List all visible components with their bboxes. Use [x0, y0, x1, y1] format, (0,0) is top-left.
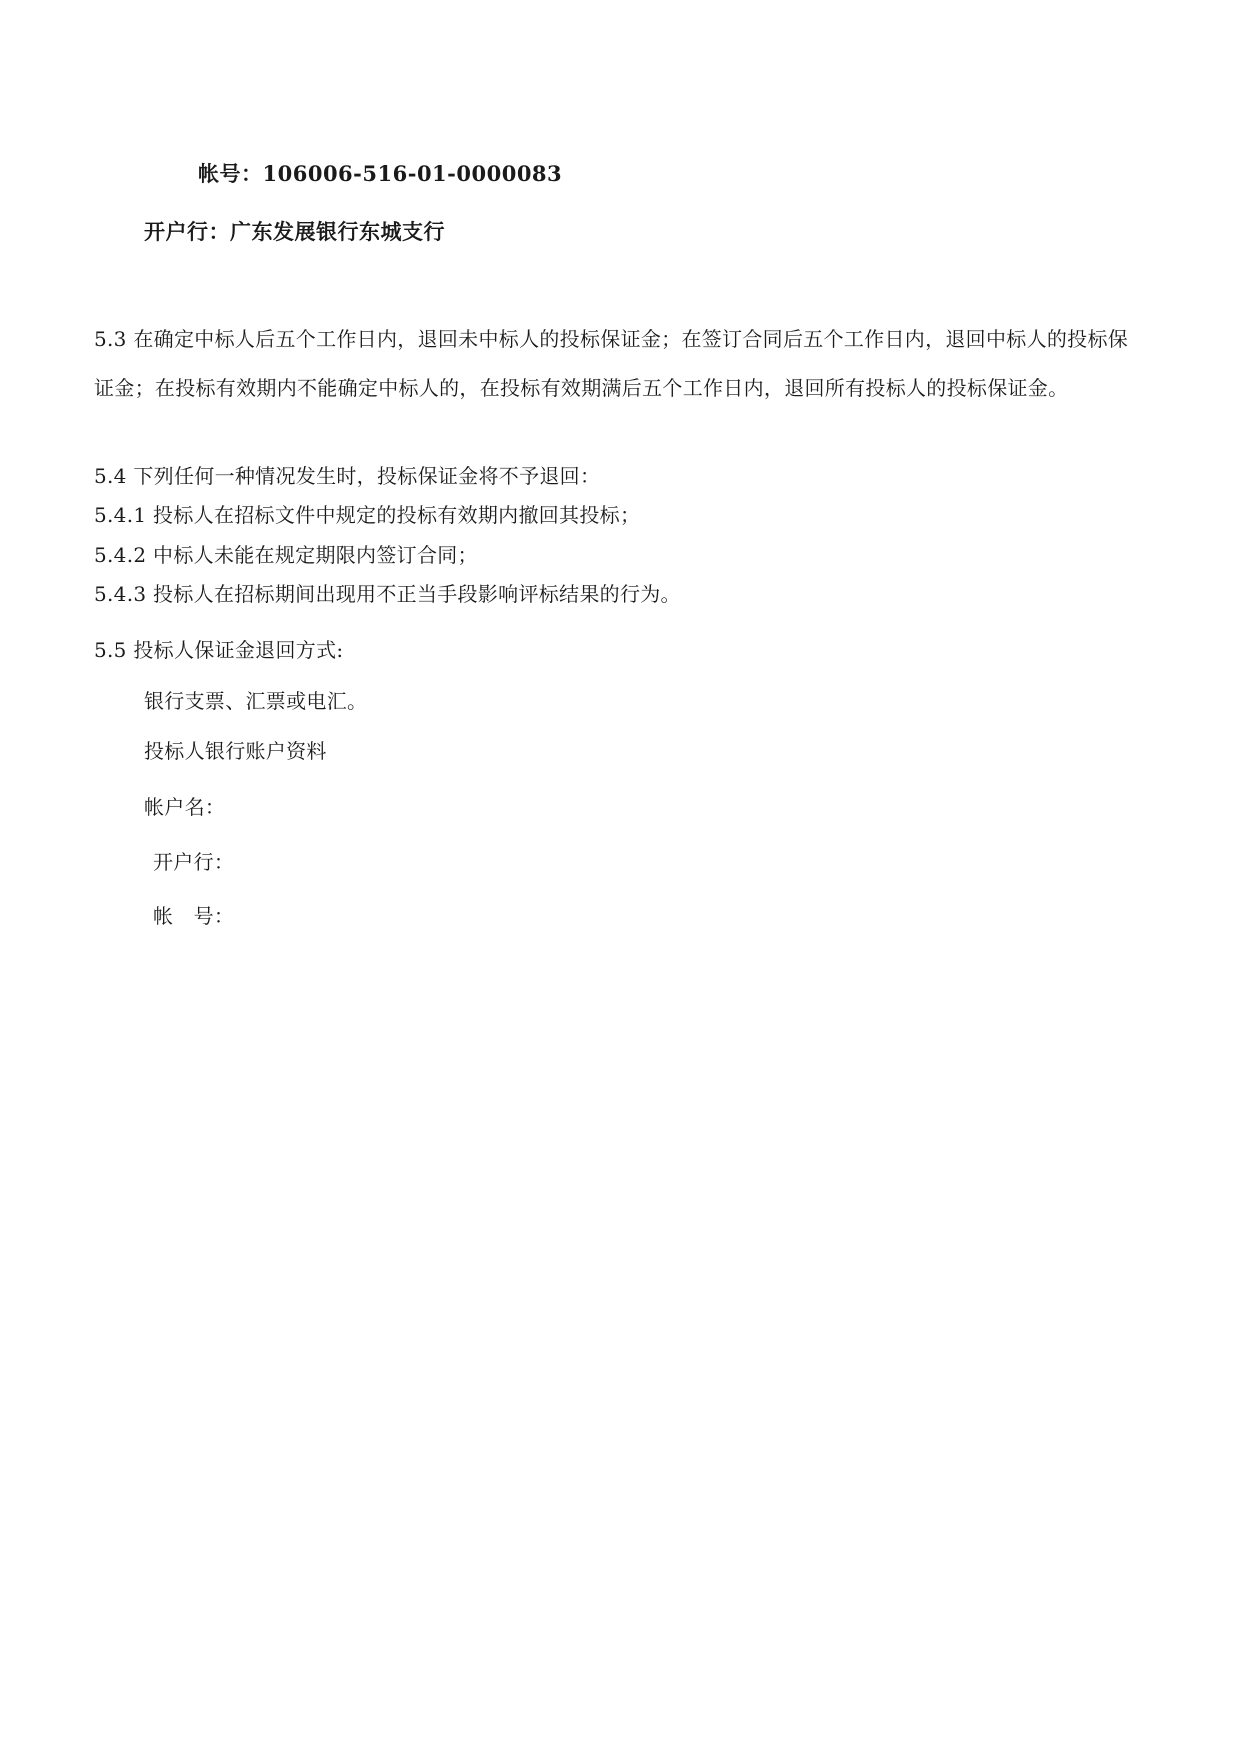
account-number-line: 帐号：106006-516-01-0000083 [198, 161, 563, 186]
bank-label: 开户行： [153, 850, 235, 874]
bank-info-title: 投标人银行账户资料 [144, 739, 327, 763]
clause-5-4-2: 5.4.2 中标人未能在规定期限内签订合同； [94, 543, 478, 567]
account-name-label: 帐户名： [144, 795, 226, 819]
clause-5-4: 5.4 下列任何一种情况发生时，投标保证金将不予退回： [94, 464, 601, 488]
bank-name-line: 开户行：广东发展银行东城支行 [144, 219, 445, 244]
account-number-label: 帐 号： [153, 904, 235, 928]
clause-5-4-3: 5.4.3 投标人在招标期间出现用不正当手段影响评标结果的行为。 [94, 582, 681, 606]
clause-5-4-1: 5.4.1 投标人在招标文件中规定的投标有效期内撤回其投标； [94, 503, 641, 527]
clause-5-5: 5.5 投标人保证金退回方式: [94, 638, 344, 662]
refund-method: 银行支票、汇票或电汇。 [144, 689, 368, 713]
clause-5-3: 5.3 在确定中标人后五个工作日内，退回未中标人的投标保证金；在签订合同后五个工作日内，退回中标人的投标保证金；在投标有效期内不能确定中标人的，在投标有效期满后五个工作日内，退回所有投标人的投标保证金。 [94, 327, 1129, 400]
